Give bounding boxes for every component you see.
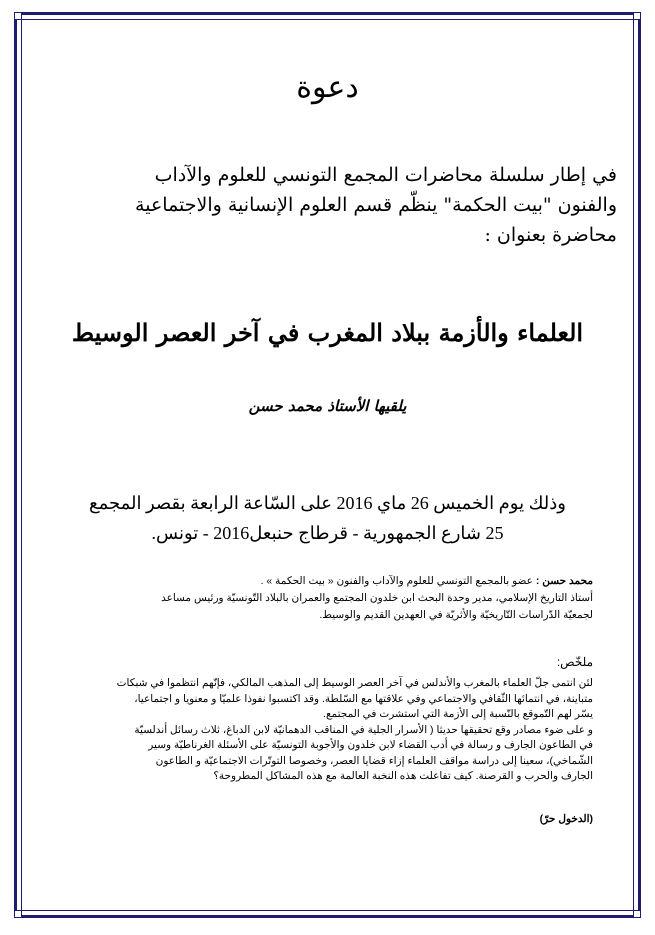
summary-line: في الطاعون الجارف و رسالة في أدب القضاء لابن خلدون والأجوبة التونسيّة على الأسئلة الغرناطيّة وسير bbox=[148, 739, 593, 751]
lecture-title: العلماء والأزمة ببلاد المغرب في آخر العصر الوسيط bbox=[71, 318, 584, 347]
venue-line: 25 شارع الجمهورية - قرطاج حنبعل2016 - تونس. bbox=[151, 523, 504, 543]
summary-line: يسّر لهم التّموقع بالنّسبة إلى الأزمة التي استشرت في المجتمع. bbox=[323, 708, 593, 720]
speaker-line: يلقيها الأستاذ محمد حسن bbox=[248, 397, 407, 415]
bio-line bbox=[63, 573, 593, 590]
bio-membership: عضو بالمجمع التونسي للعلوم والآداب والفنون « بيت الحكمة » . bbox=[260, 575, 536, 587]
summary-line: و على ضوء مصادر وقع تحقيقها حديثا ( الأسرار الجلية في المناقب الدهمانيّة لابن الدباغ، ثلاث رسائل أندلسيّة bbox=[134, 723, 593, 736]
intro-paragraph bbox=[37, 160, 617, 250]
date-line: وذلك يوم الخميس 26 ماي 2016 على السّاعة الرابعة بقصر المجمع bbox=[89, 493, 566, 513]
summary-text bbox=[63, 676, 593, 785]
bio-name: محمد حسن : bbox=[535, 575, 593, 587]
intro-line: والفنون "بيت الحكمة" ينظّم قسم العلوم الإنسانية والاجتماعية bbox=[135, 194, 617, 216]
summary-line: الجارف والحرب و القرصنة. كيف تفاعلت هذه النخبة العالمة مع هذه المشاكل المطروحة؟ bbox=[213, 770, 593, 782]
summary-line: لئن انتمى جلّ العلماء بالمغرب والأندلس في آخر العصر الوسيط إلى المذهب المالكي، فإنّهم انتظموا في شبكات bbox=[116, 677, 593, 689]
date-venue bbox=[0, 488, 655, 548]
page-title: دعوة bbox=[296, 70, 359, 105]
speaker-bio bbox=[63, 573, 593, 624]
summary-line: الشّماخي)، سعينا إلى دراسة مواقف العلماء إزاء قضايا العصر، وخصوصا التوتّرات الاجتماعيّة و الطاعون bbox=[155, 754, 593, 767]
free-entry-note: (الدخول حرّ) bbox=[539, 813, 593, 825]
bio-line: أستاذ التاريخ الإسلامي، مدير وحدة البحث ابن خلدون المجتمع والعمران بالبلاد التّونسيّة ورئيس مساعد bbox=[161, 592, 593, 604]
intro-line: محاضرة بعنوان : bbox=[484, 224, 617, 246]
bio-line: لجمعيّة الدّراسات التّاريخيّة والأثريّة في العهدين القديم والوسيط. bbox=[319, 609, 593, 621]
summary-heading: ملخّص: bbox=[556, 655, 593, 669]
summary-line: متباينة، في انتمائها الثّقافي والاجتماعي وفي علاقتها مع السّلطة. وقد اكتسبوا نفوذا علميّا و معنويا و اجتماعيا، bbox=[134, 692, 593, 705]
intro-line: في إطار سلسلة محاضرات المجمع التونسي للعلوم والآداب bbox=[154, 164, 617, 186]
